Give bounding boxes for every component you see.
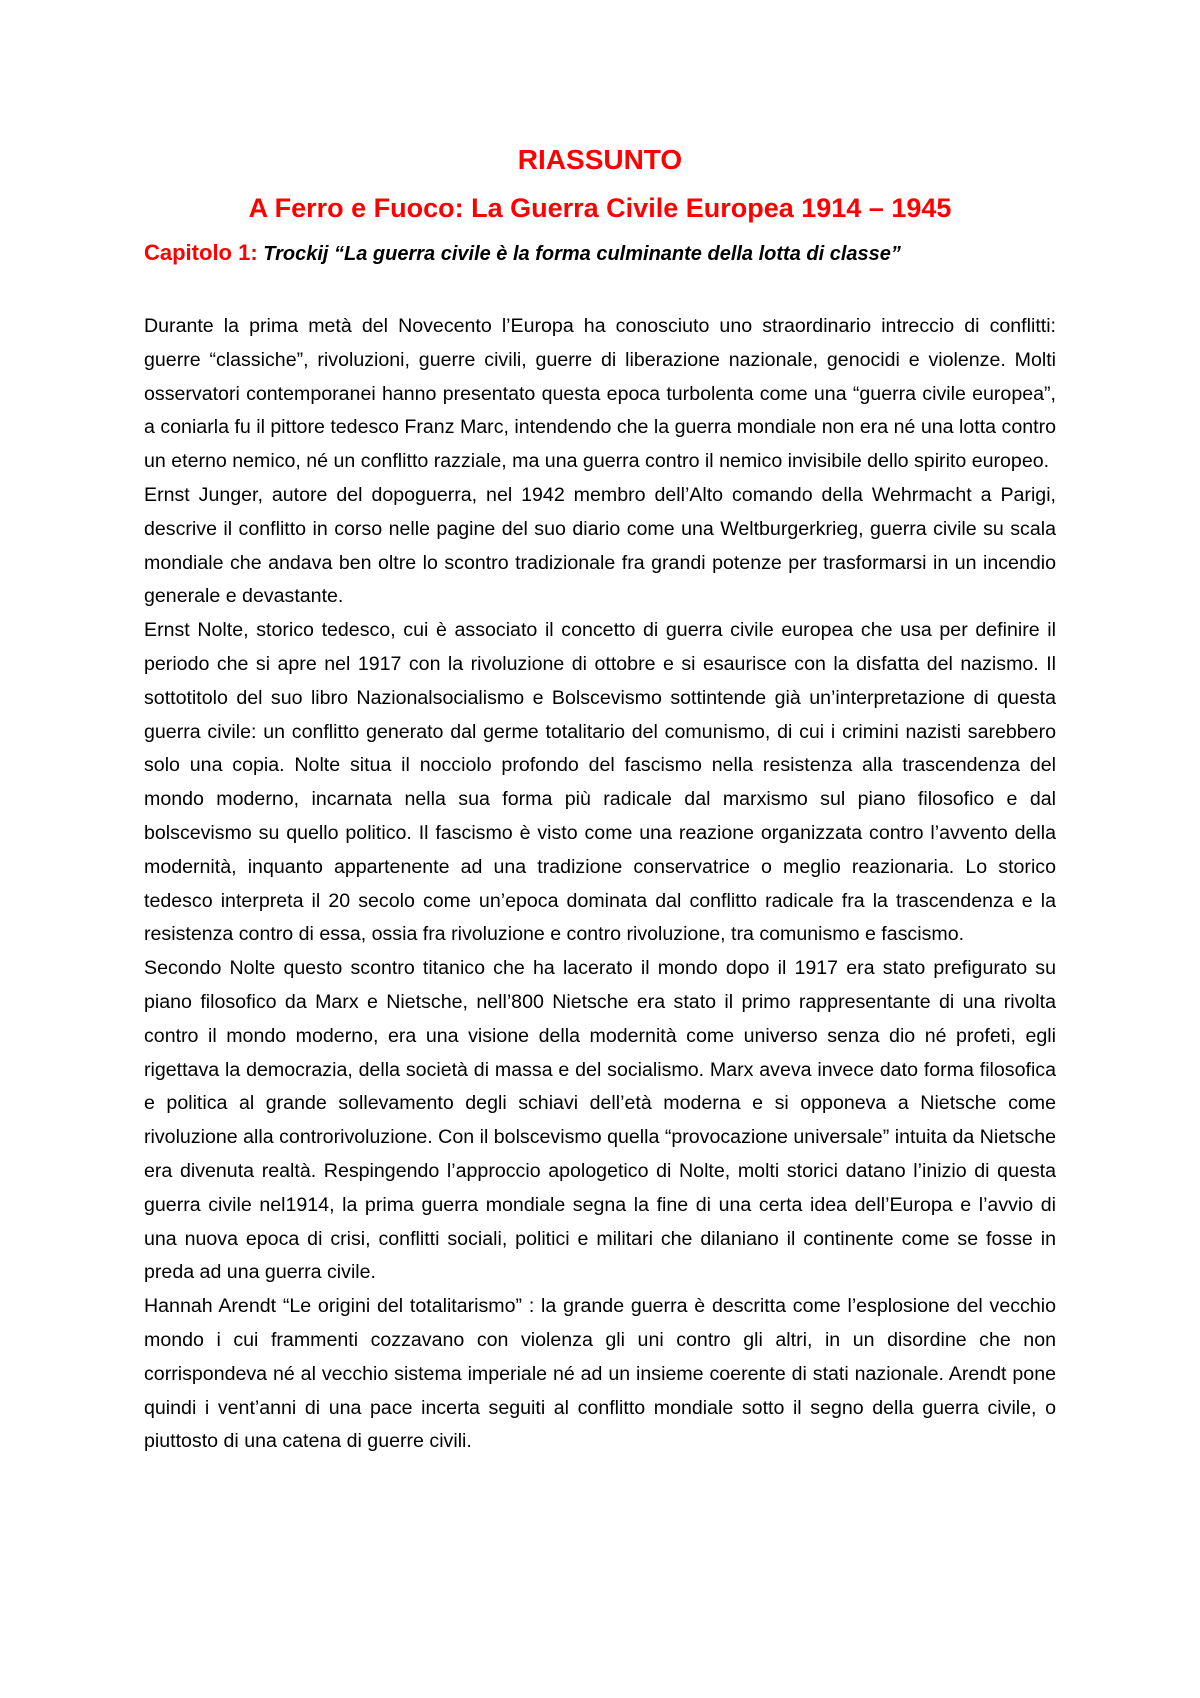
paragraph-nolte: Ernst Nolte, storico tedesco, cui è associato il concetto di guerra civile europea che usa per definire il periodo che si apre nel 1917 con la rivoluzione di ottobre e si esaurisce con la disfatta del nazismo. Il sottotitolo del suo libro Nazionalsocialismo e Bolscevismo sottintende già un’interpretazione di questa guerra civile: un conflitto generato dal germe totalitario del comunismo, di cui i crimini nazisti sarebbero solo una copia. Nolte situa il nocciolo profondo del fascismo nella resistenza alla trascendenza del mondo moderno, incarnata nella sua forma più radicale dal marxismo sul piano filosofico e dal bolscevismo su quello politico. Il fascismo è visto come una reazione organizzata contro l’avvento della modernità, inquanto appartenente ad una tradizione conservatrice o meglio reazionaria. Lo storico tedesco interpreta il 20 secolo come un’epoca dominata dal conflitto radicale fra la trascendenza e la resistenza contro di essa, ossia fra rivoluzione e contro rivoluzione, tra comunismo e fascismo.: [144, 619, 1056, 946]
paragraph-nolte-marx-nietsche: Secondo Nolte questo scontro titanico che ha lacerato il mondo dopo il 1917 era stato prefigurato su piano filosofico da Marx e Nietsche, nell’800 Nietsche era stato il primo rappresentante di una rivolta contro il mondo moderno, era una visione della modernità come universo senza dio né profeti, egli rigettava la democrazia, della società di massa e del socialismo. Marx aveva invece dato forma filosofica e politica al grande sollevamento degli schiavi dell’età moderna e si opponeva a Nietsche come rivoluzione alla controrivoluzione. Con il bolscevismo quella “provocazione universale” intuita da Nietsche era divenuta realtà. Respingendo l’approccio apologetico di Nolte, molti storici datano l’inizio di questa guerra civile nel1914, la prima guerra mondiale segna la fine di una certa idea dell’Europa e l’avvio di una nuova epoca di crisi, conflitti sociali, politici e militari che dilaniano il continente come se fosse in preda ad una guerra civile.: [144, 957, 1056, 1284]
document-body: [144, 310, 1056, 1459]
document-title: RIASSUNTO: [517, 144, 683, 175]
chapter-label: Capitolo 1:: [144, 240, 258, 265]
chapter-quote: Trockij “La guerra civile è la forma culminante della lotta di classe”: [263, 243, 901, 265]
document-subtitle: A Ferro e Fuoco: La Guerra Civile Europea 1914 – 1945: [248, 193, 952, 223]
paragraph-arendt: Hannah Arendt “Le origini del totalitarismo” : la grande guerra è descritta come l’esplosione del vecchio mondo i cui frammenti cozzavano con violenza gli uni contro gli altri, in un disordine che non corrispondeva né al vecchio sistema imperiale né ad un insieme coerente di stati nazionale. Arendt pone quindi i vent’anni di una pace incerta seguiti al conflitto mondiale sotto il segno della guerra civile, o piuttosto di una catena di guerre civili.: [144, 1295, 1056, 1453]
paragraph-intro: Durante la prima metà del Novecento l’Europa ha conosciuto uno straordinario intreccio di conflitti: guerre “classiche”, rivoluzioni, guerre civili, guerre di liberazione nazionale, genocidi e violenze. Molti osservatori contemporanei hanno presentato questa epoca turbolenta come una “guerra civile europea”, a coniarla fu il pittore tedesco Franz Marc, intendendo che la guerra mondiale non era né una lotta contro un eterno nemico, né un conflitto razziale, ma una guerra contro il nemico invisibile dello spirito europeo.: [144, 315, 1056, 473]
paragraph-junger: Ernst Junger, autore del dopoguerra, nel 1942 membro dell’Alto comando della Wehrmacht a Parigi, descrive il conflitto in corso nelle pagine del suo diario come una Weltburgerkrieg, guerra civile su scala mondiale che andava ben oltre lo scontro tradizionale fra grandi potenze per trasformarsi in un incendio generale e devastante.: [144, 483, 1056, 608]
chapter-heading: [144, 238, 1056, 269]
